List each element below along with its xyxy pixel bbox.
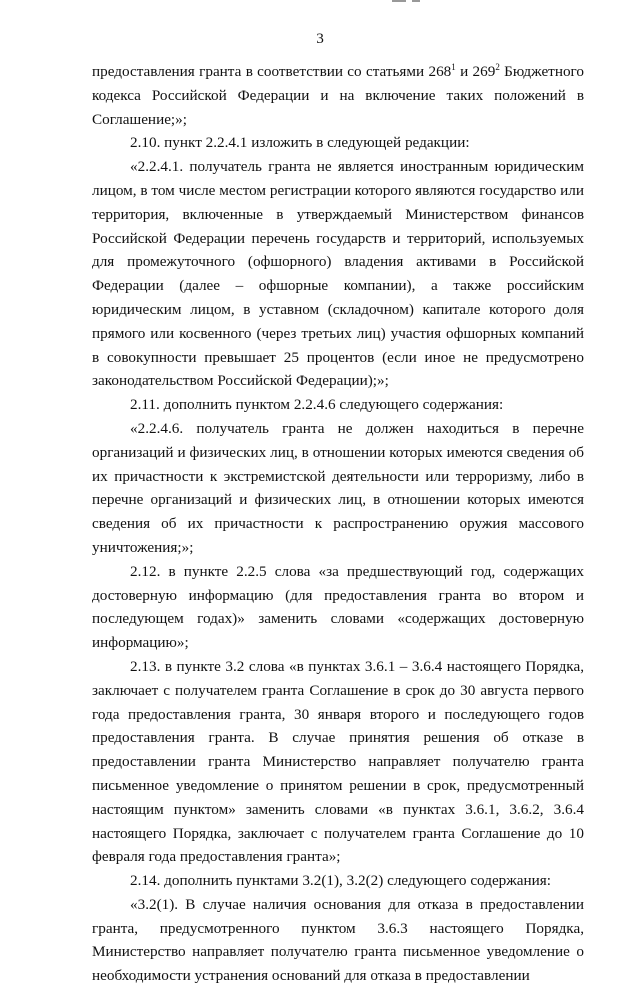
paragraph-text: 2.11. дополнить пунктом 2.2.4.6 следующего содержания:: [130, 396, 504, 414]
paragraph: [92, 60, 584, 131]
page-number: 3: [316, 30, 324, 47]
paragraph: [92, 560, 584, 655]
superscript: 2: [495, 62, 500, 72]
paragraph-text: «2.2.4.1. получатель гранта не является иностранным юридическим лицом, в том числе местом регистрации которого являются государство или территория, включенные в утверждаемый Министерством финансов Российской Федерации перечень государств и территорий, используемых для промежуточного (офшорного) владения активами в Российской Федерации (далее – офшорные компании), а также российским юридическим лицом, в уставном (складочном) капитале которого доля прямого или косвенного (через третьих лиц) участия офшорных компаний в совокупности превышает 25 процентов (если иное не предусмотрено законодательством Российской Федерации);»;: [92, 158, 584, 390]
paragraph-text: «2.2.4.6. получатель гранта не должен находиться в перечне организаций и физических лиц, в отношении которых имеются сведения об их причастности к экстремистской деятельности или терроризму, либо в перечне организаций и физических лиц, в отношении которых имеются сведения об их причастности к распространению оружия массового уничтожения;»;: [92, 419, 584, 556]
paragraph: [92, 893, 584, 988]
paragraph-text: и 269: [455, 63, 496, 80]
paragraph-text: 2.13. в пункте 3.2 слова «в пунктах 3.6.1 – 3.6.4 настоящего Порядка, заключает с получателем гранта Соглашение в срок до 30 августа первого года предоставления гранта, 30 января второго и последующего годов предоставления гранта. В случае принятия решения об отказе в предоставлении гранта Министерство направляет получателю гранта письменное уведомление о принятом решении в срок, предусмотренный настоящим пунктом» заменить словами «в пунктах 3.6.1, 3.6.2, 3.6.4 настоящего Порядка, заключает с получателем гранта Соглашение до 10 февраля года предоставления гранта»;: [92, 657, 584, 866]
paragraph-text: 2.14. дополнить пунктами 3.2(1), 3.2(2) следующего содержания:: [130, 872, 551, 890]
paragraph: [92, 131, 584, 155]
paragraph: [92, 155, 584, 393]
paragraph-text: «3.2(1). В случае наличия основания для отказа в предоставлении гранта, предусмотренного пунктом 3.6.3 настоящего Порядка, Министерство направляет получателю гранта письменное уведомление о необходимости устранения оснований для отказа в предоставлении: [92, 895, 584, 985]
paragraph-text: 2.12. в пункте 2.2.5 слова «за предшествующий год, содержащих достоверную информацию (для предоставления гранта во втором и последующем годах)» заменить словами «содержащих достоверную информацию»;: [92, 562, 584, 652]
paragraph-text: предоставления гранта в соответствии со статьями 268: [92, 63, 452, 80]
paragraph: [92, 655, 584, 869]
paragraph-text: Бюджетного кодекса Российской Федерации и на включение таких положений в Соглашение;»;: [92, 63, 584, 128]
paragraph-text: 2.10. пункт 2.2.4.1 изложить в следующей редакции:: [130, 134, 470, 152]
superscript: 1: [451, 62, 456, 72]
scan-artifact: [392, 0, 406, 2]
paragraph: [92, 393, 584, 417]
document-body: [92, 60, 584, 988]
paragraph: [92, 869, 584, 893]
paragraph: [92, 417, 584, 560]
scan-artifact: [412, 0, 420, 2]
